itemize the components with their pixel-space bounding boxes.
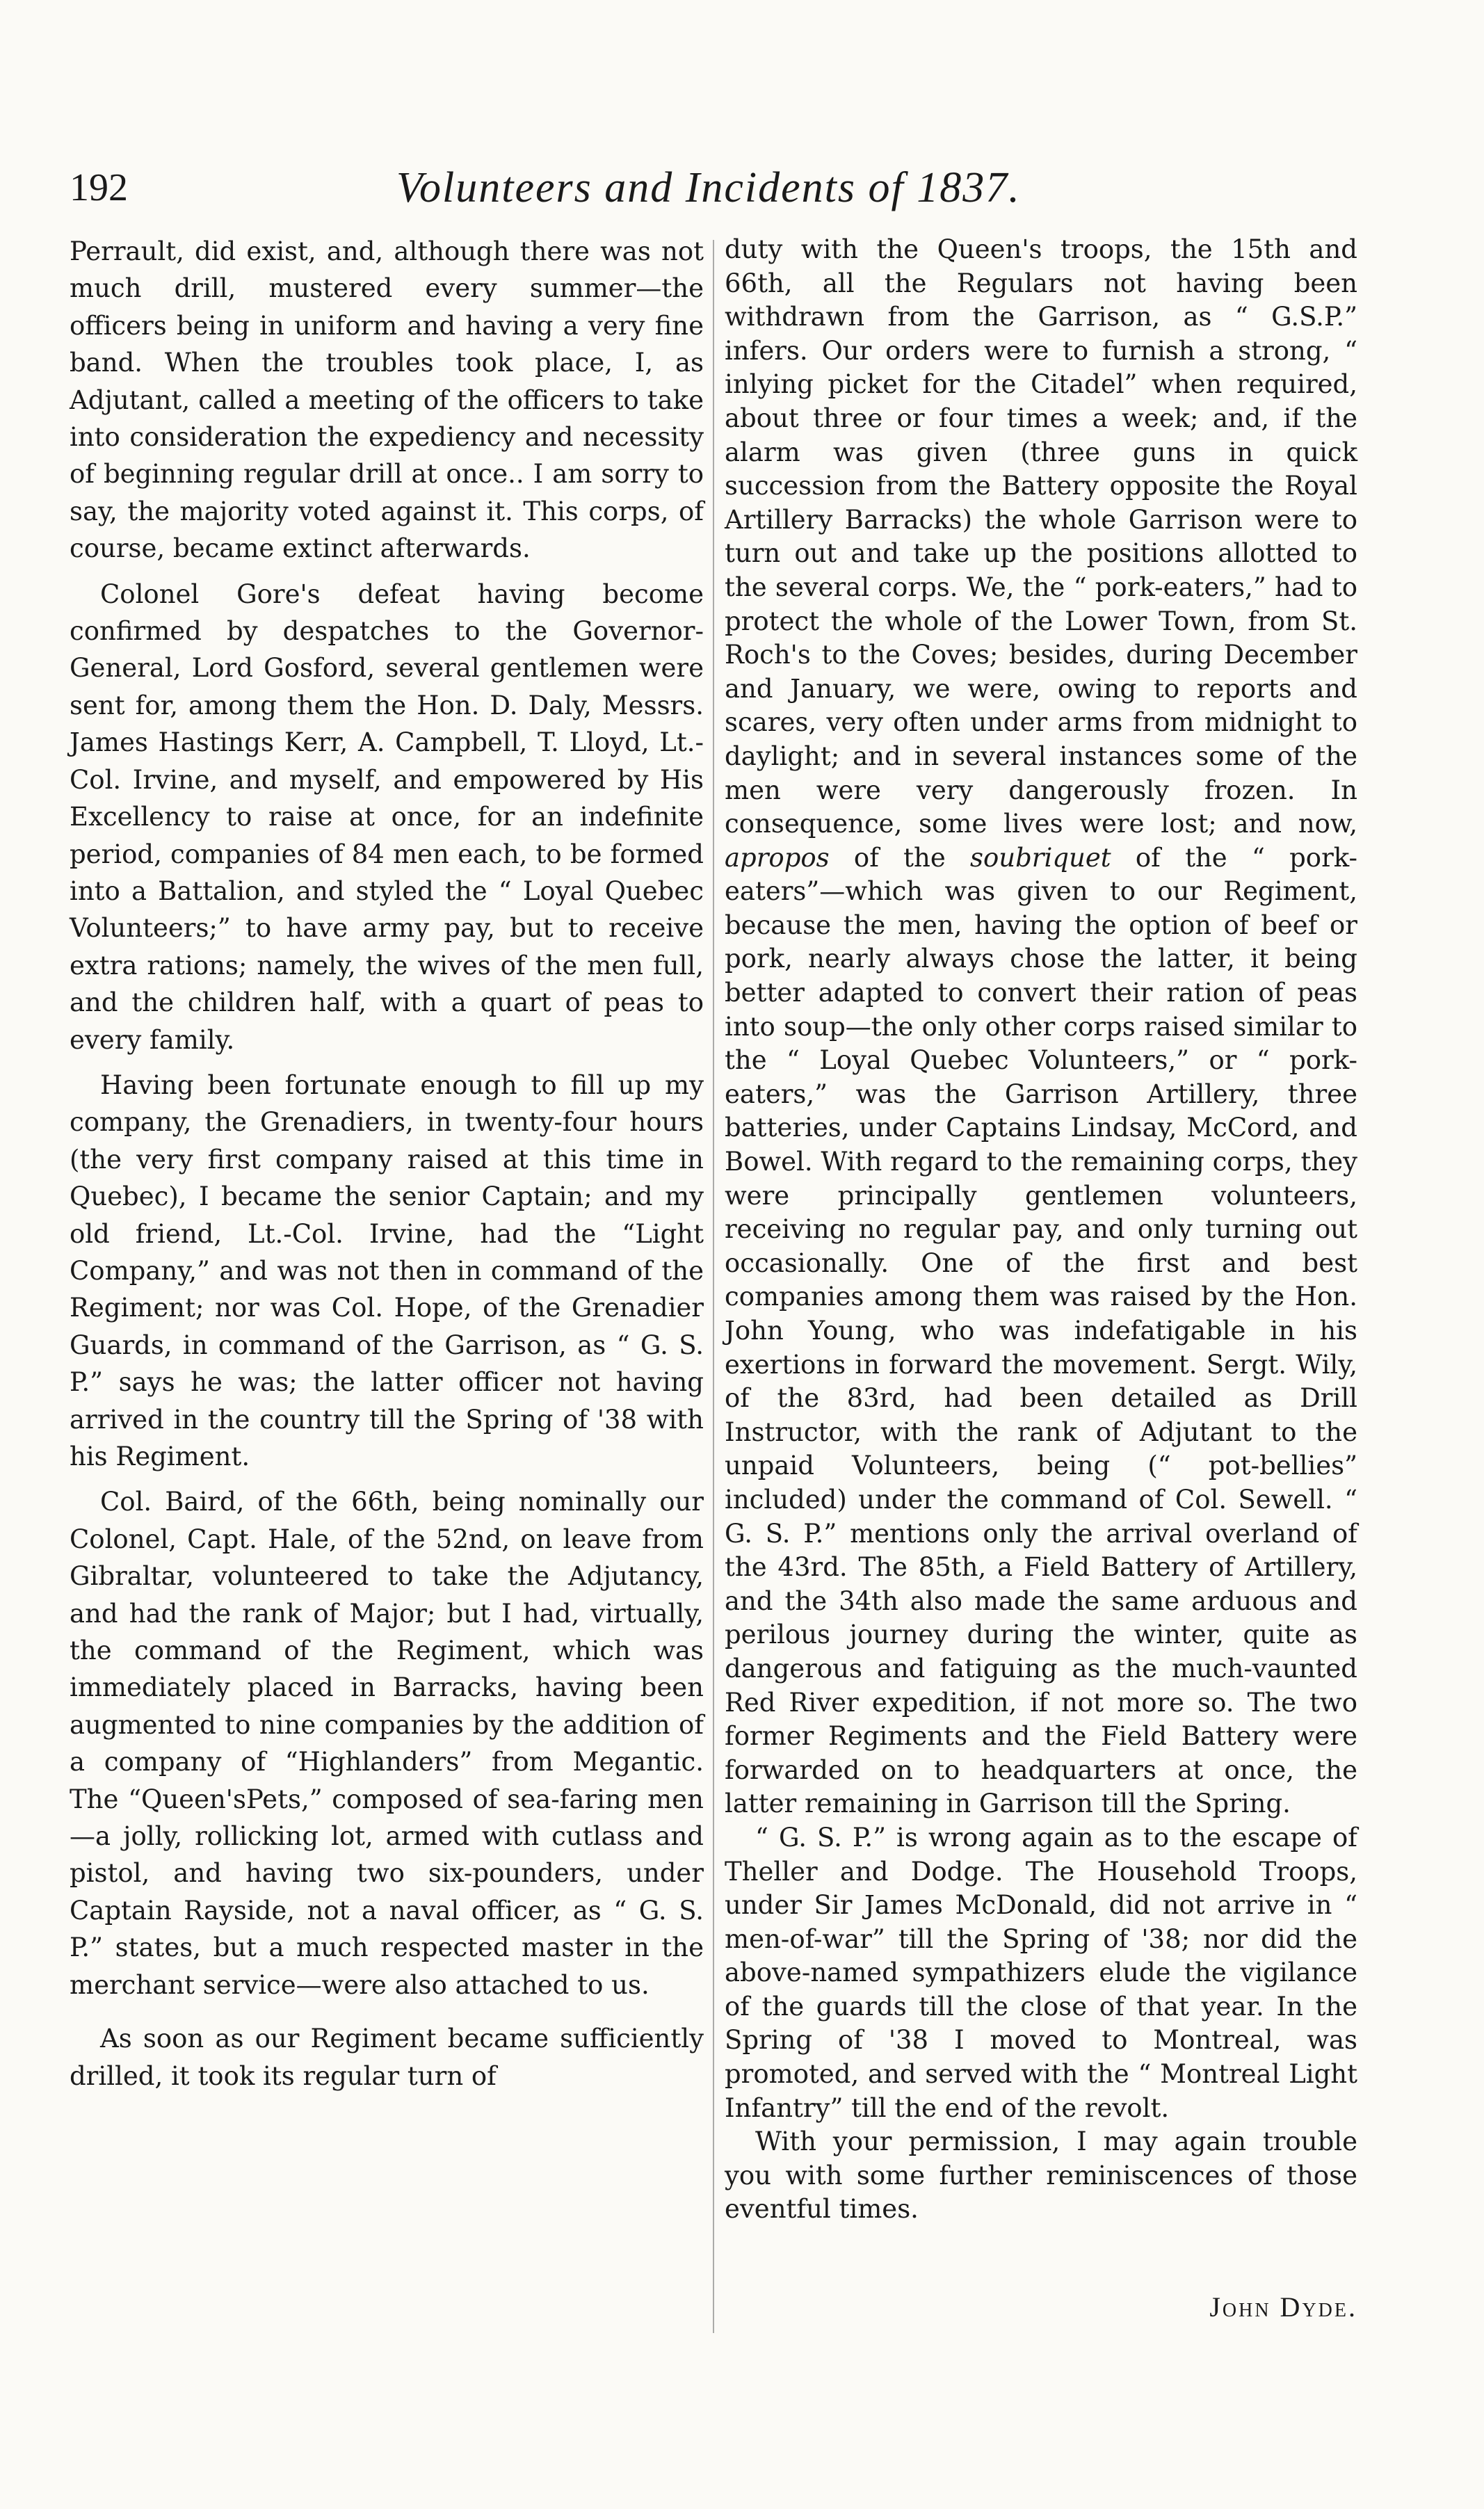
paragraph-text: duty with the Queen's troops, the 15th and 66th, all the Regulars not having been withdrawn from the Garrison, as “ G.S.P.” infers. Our orders were to furnish a strong, “ inlying picket for the Citadel” when required, about three or four times a week; and, if the alarm was given (three guns in quick succession from the Battery opposite the Royal Artillery Barracks) the whole Garrison were to turn out and take up the positions allotted to the several corps. We, the “ pork-eaters,” had to protect the whole of the Lower Town, from St. Roch's to the Coves; besides, during December and January, we were, owing to reports and scares, very often under arms from midnight to daylight; and in several instances some of the men were very dangerously frozen. In consequence, some lives were lost; and now, (725, 234, 1357, 839)
page-header (70, 156, 1370, 219)
paragraph: “ G. S. P.” is wrong again as to the escape of Theller and Dodge. The Household Troops, under Sir James McDonald, did not arrive in “ men-of-war” till the Spring of '38; nor did the above-named sympathizers elude the vigilance of the guards till the close of that year. In the Spring of '38 I moved to Montreal, was promoted, and served with the “ Montreal Light Infantry” till the end of the revolt. (725, 1822, 1357, 2123)
running-title: Volunteers and Incidents of 1837. (396, 164, 1021, 211)
italic-word: apropos (725, 842, 830, 873)
paragraph: As soon as our Regiment became sufficiently drilled, it took its regular turn of (70, 2024, 704, 2091)
paragraph: With your permission, I may again trouble you with some further reminiscences of those eventful times. (725, 2127, 1357, 2225)
paragraph-text: of the (853, 842, 946, 873)
left-column (70, 233, 704, 2095)
page-number: 192 (70, 166, 128, 209)
paragraph: Colonel Gore's defeat having become confirmed by despatches to the Governor-General, Lord Gosford, several gentlemen were sent for, among them the Hon. D. Daly, Messrs. James Hastings Kerr, A. Campbell, T. Lloyd, Lt.-Col. Irvine, and myself, and empowered by His Excellency to raise at once, for an indefinite period, companies of 84 men each, to be formed into a Battalion, and styled the “ Loyal Quebec Volunteers;” to have army pay, but to receive extra rations; namely, the wives of the men full, and the children half, with a quart of peas to every family. (70, 579, 704, 1055)
paragraph-text: of the “ pork-eaters”—which was given to our Regiment, because the men, having the option of beef or pork, nearly always chose the latter, it being better adapted to convert their ration of peas into soup—the only other corps raised similar to the “ Loyal Quebec Volunteers,” or “ pork-eaters,” was the Garrison Artillery, three batteries, under Captains Lindsay, McCord, and Bowel. With regard to the remaining corps, they were principally gentlemen volunteers, receiving no regular pay, and only turning out occasionally. One of the first and best companies among them was raised by the Hon. John Young, who was indefatigable in his exertions in forward the movement. Sergt. Wily, of the 83rd, had been detailed as Drill Instructor, with the rank of Adjutant to the unpaid Volunteers, being (“ pot-bellies” included) under the command of Col. Sewell. “ G. S. P.” mentions only the arrival overland of the 43rd. The 85th, a Field Battery of Artillery, and the 34th also made the same arduous and perilous journey during the winter, quite as dangerous and fatiguing as the much-vaunted Red River expedition, if not more so. The two former Regiments and the Field Battery were forwarded on to headquarters at once, the latter remaining in Garrison till the Spring. (725, 842, 1358, 1819)
paragraph (725, 233, 1357, 1821)
paragraph: Col. Baird, of the 66th, being nominally our Colonel, Capt. Hale, of the 52nd, on leave from Gibraltar, volunteered to take the Adjutancy, and had the rank of Major; but I had, virtually, the command of the Regiment, which was immediately placed in Barracks, having been augmented to nine companies by the addition of a company of “Highlanders” from Megantic. The “Queen'sPets,” composed of sea-faring men—a jolly, rollicking lot, armed with cutlass and pistol, and having two six-pounders, under Captain Rayside, not a naval officer, as “ G. S. P.” states, but a much respected master in the merchant service—were also attached to us. (70, 1487, 704, 2000)
column-divider (713, 240, 714, 2333)
right-column (725, 233, 1357, 2227)
author-signature: John Dyde. (1209, 2291, 1357, 2323)
paragraph: Having been fortunate enough to fill up my company, the Grenadiers, in twenty-four hours (the very first company raised at this time in Quebec), I became the senior Captain; and my old friend, Lt.-Col. Irvine, had the “Light Company,” and was not then in command of the Regiment; nor was Col. Hope, of the Grenadier Guards, in command of the Garrison, as “ G. S. P.” says he was; the latter officer not having arrived in the country till the Spring of '38 with his Regiment. (70, 1070, 704, 1471)
italic-word: soubriquet (970, 842, 1111, 873)
paragraph: Perrault, did exist, and, although there was not much drill, mustered every summer—the officers being in uniform and having a very fine band. When the troubles took place, I, as Adjutant, called a meeting of the officers to take into consideration the expediency and necessity of beginning regular drill at once.. I am sorry to say, the majority voted against it. This corps, of course, became extinct afterwards. (70, 236, 704, 564)
